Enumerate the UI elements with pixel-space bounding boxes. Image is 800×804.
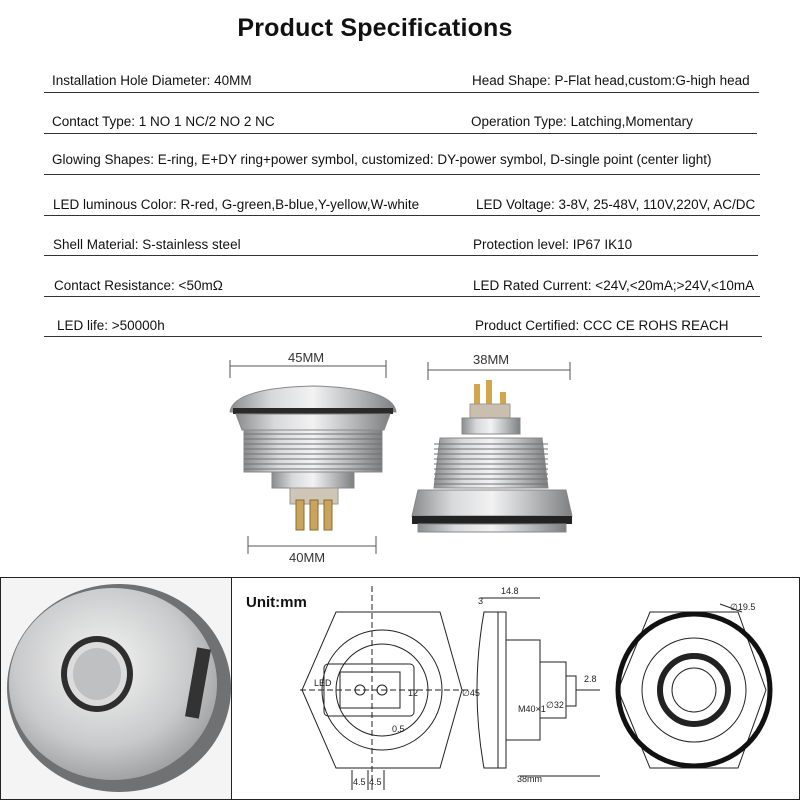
switch-rear-view	[412, 380, 572, 532]
spec-certified: Product Certified: CCC CE ROHS REACH	[475, 318, 729, 333]
dim-phi-19-5: ∅19.5	[730, 602, 756, 612]
product-photos	[0, 352, 800, 577]
dimension-45mm	[230, 352, 386, 378]
dim-label-40mm: 40MM	[289, 550, 326, 565]
label-led: LED	[314, 678, 332, 688]
divider	[44, 133, 757, 134]
divider	[44, 255, 758, 256]
dim-0-5: 0.5	[392, 724, 405, 734]
dimension-40mm	[248, 536, 376, 565]
spec-contact-type: Contact Type: 1 NO 1 NC/2 NO 2 NC	[52, 114, 275, 129]
closeup-switch-photo	[1, 578, 231, 799]
divider	[44, 336, 762, 337]
unit-label: Unit:mm	[246, 594, 307, 611]
dim-3: 3	[478, 596, 484, 606]
dim-label-45mm: 45MM	[288, 352, 325, 365]
page-title: Product Specifications	[237, 14, 513, 42]
spec-led-current: LED Rated Current: <24V,<20mA;>24V,<10mA	[473, 278, 755, 293]
switch-side-view	[230, 386, 396, 530]
dim-phi-32: ∅32	[546, 700, 564, 710]
divider	[44, 174, 760, 175]
dim-4-5-a: 4.5	[353, 777, 366, 787]
divider	[44, 92, 759, 93]
spec-led-life: LED life: >50000h	[57, 318, 165, 333]
spec-glowing-shapes: Glowing Shapes: E-ring, E+DY ring+power symbol, customized: DY-power symbol, D-single point (center light)	[52, 152, 712, 167]
dimension-38mm	[428, 352, 570, 380]
divider	[44, 296, 760, 297]
divider	[44, 215, 760, 216]
spec-head-shape: Head Shape: P-Flat head,custom:G-high head	[472, 73, 750, 88]
spec-led-voltage: LED Voltage: 3-8V, 25-48V, 110V,220V, AC/DC	[476, 197, 756, 212]
spec-led-color: LED luminous Color: R-red, G-green,B-blue,Y-yellow,W-white	[53, 197, 420, 212]
spec-shell-material: Shell Material: S-stainless steel	[53, 237, 241, 252]
spec-contact-resistance: Contact Resistance: <50mΩ	[54, 278, 223, 293]
dim-label-38mm: 38MM	[473, 352, 510, 367]
dim-12: 12	[408, 688, 419, 698]
dim-4-5-b: 4.5	[369, 777, 382, 787]
spec-operation-type: Operation Type: Latching,Momentary	[471, 114, 693, 129]
spec-protection: Protection level: IP67 IK10	[473, 237, 633, 252]
dim-2-8: 2.8	[584, 674, 597, 684]
dim-38mm: 38mm	[517, 774, 543, 784]
technical-drawing	[232, 578, 799, 799]
drawing-side-view	[477, 598, 600, 776]
drawing-rear-view	[618, 604, 770, 768]
dim-phi-45: ∅45	[462, 688, 480, 698]
spec-install-hole: Installation Hole Diameter: 40MM	[52, 73, 252, 88]
dim-14-8: 14.8	[501, 586, 519, 596]
closeup-photo-panel	[0, 577, 232, 800]
dim-m40: M40×1	[518, 704, 546, 714]
drawing-front-view	[300, 586, 470, 790]
